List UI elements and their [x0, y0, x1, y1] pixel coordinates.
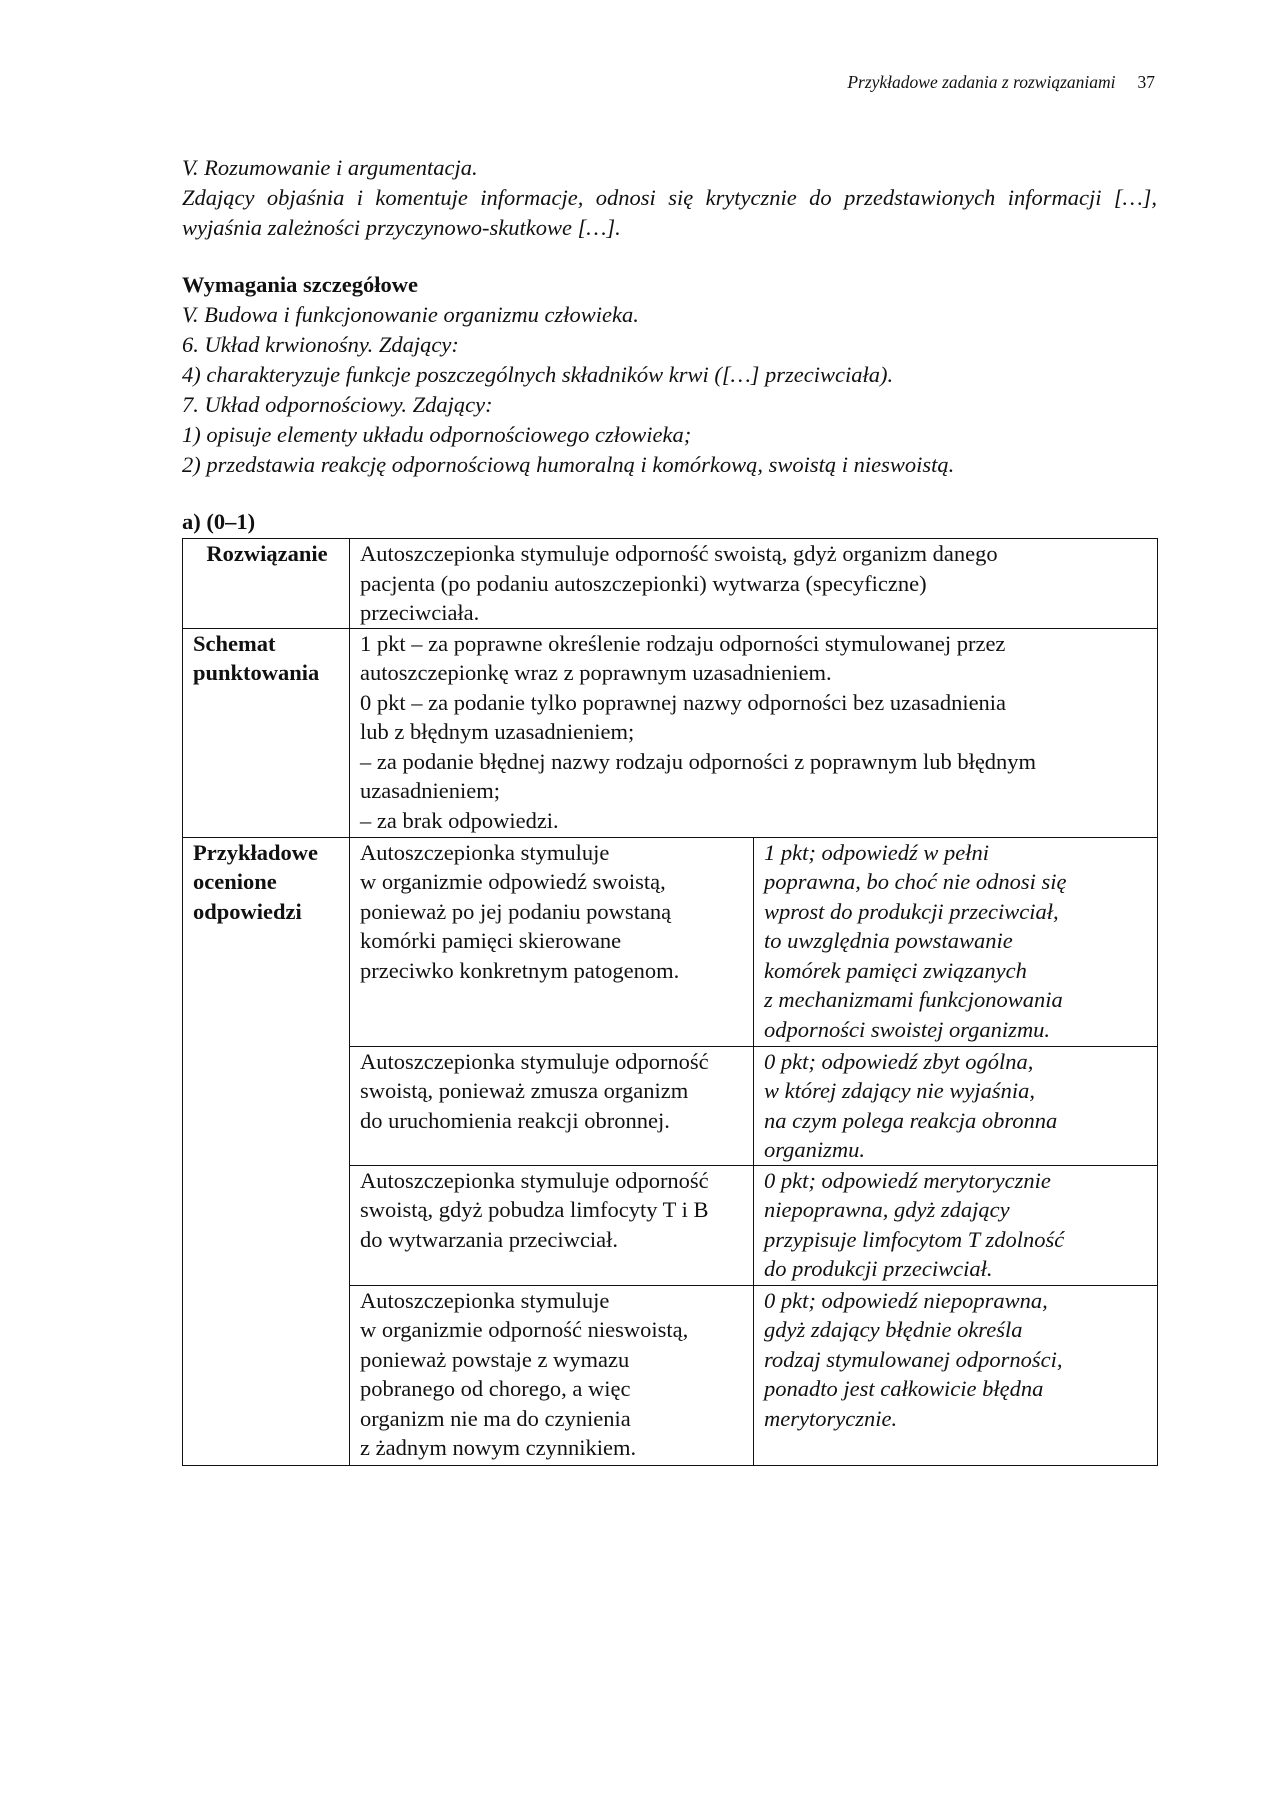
- comment-line: 0 pkt; odpowiedź zbyt ogólna,: [764, 1048, 1034, 1074]
- text-line: – za podanie błędnej nazwy rodzaju odporności z poprawnym lub błędnym: [360, 748, 1037, 774]
- example-answer: [350, 1285, 754, 1465]
- requirement-line: 2) przedstawia reakcję odpornościową humoralną i komórkową, swoistą i nieswoistą.: [182, 452, 955, 477]
- solution-row: [183, 539, 1158, 629]
- comment-line: organizmu.: [764, 1137, 866, 1162]
- scoring-row: [183, 628, 1158, 837]
- detailed-heading: Wymagania szczegółowe: [182, 272, 418, 297]
- example-answer: [350, 1165, 754, 1285]
- text-line: lub z błędnym uzasadnieniem;: [360, 719, 635, 744]
- requirement-line: 7. Układ odpornościowy. Zdający:: [182, 392, 493, 417]
- answer-line: organizm nie ma do czynienia: [360, 1405, 631, 1431]
- answer-line: swoistą, gdyż pobudza limfocyty T i B: [360, 1197, 709, 1222]
- comment-line: 1 pkt; odpowiedź w pełni: [764, 839, 989, 865]
- requirement-line: V. Budowa i funkcjonowanie organizmu człowieka.: [182, 302, 639, 327]
- detailed-requirements: [182, 270, 1157, 480]
- requirement-line: 4) charakteryzuje funkcje poszczególnych składników krwi ([…] przeciwciała).: [182, 362, 894, 387]
- task-label: a) (0–1): [182, 509, 256, 534]
- answer-line: ponieważ powstaje z wymazu: [360, 1346, 630, 1372]
- comment-line: rodzaj stymulowanej odporności,: [764, 1346, 1063, 1372]
- answer-line: z żadnym nowym czynnikiem.: [360, 1435, 637, 1460]
- answer-line: w organizmie odpowiedź swoistą,: [360, 869, 666, 894]
- answer-line: do uruchomienia reakcji obronnej.: [360, 1107, 670, 1133]
- label-line: odpowiedzi: [193, 898, 302, 924]
- answer-line: komórki pamięci skierowane: [360, 928, 622, 953]
- comment-line: niepoprawna, gdyż zdający: [764, 1197, 1010, 1222]
- example-comment: [754, 1285, 1158, 1465]
- text-line: pacjenta (po podaniu autoszczepionki) wytwarza (specyficzne): [360, 570, 927, 596]
- answer-line: do wytwarzania przeciwciał.: [360, 1226, 618, 1252]
- comment-line: 0 pkt; odpowiedź niepoprawna,: [764, 1287, 1048, 1313]
- general-requirement: [182, 153, 1157, 243]
- comment-line: komórek pamięci związanych: [764, 957, 1027, 983]
- text-line: Autoszczepionka stymuluje odporność swoistą, gdyż organizm danego: [360, 541, 998, 566]
- text-line: – za brak odpowiedzi.: [360, 807, 559, 833]
- example-comment: [754, 1046, 1158, 1165]
- answer-line: przeciwko konkretnym patogenom.: [360, 957, 680, 983]
- answer-line: Autoszczepionka stymuluje: [360, 1287, 610, 1313]
- text-line: przeciwciała.: [360, 600, 480, 625]
- comment-line: na czym polega reakcja obronna: [764, 1107, 1058, 1133]
- answer-line: swoistą, ponieważ zmusza organizm: [360, 1078, 689, 1103]
- general-heading: V. Rozumowanie i argumentacja.: [182, 155, 478, 180]
- comment-line: w której zdający nie wyjaśnia,: [764, 1078, 1035, 1103]
- comment-line: do produkcji przeciwciał.: [764, 1256, 993, 1281]
- text-line: autoszczepionkę wraz z poprawnym uzasadnieniem.: [360, 660, 832, 685]
- comment-line: to uwzględnia powstawanie: [764, 928, 1013, 953]
- answer-line: Autoszczepionka stymuluje: [360, 839, 610, 865]
- requirement-line: 1) opisuje elementy układu odpornościowego człowieka;: [182, 422, 692, 447]
- text-line: 0 pkt – za podanie tylko poprawnej nazwy odporności bez uzasadnienia: [360, 689, 1007, 715]
- comment-line: poprawna, bo choć nie odnosi się: [764, 869, 1067, 894]
- requirement-line: 6. Układ krwionośny. Zdający:: [182, 332, 459, 357]
- scoring-table: [182, 538, 1158, 1466]
- page-header: [847, 72, 1155, 93]
- general-text: Zdający objaśnia i komentuje informacje, odnosi się krytycznie do przedstawionych informacji […], wyjaśnia zależności przyczynowo-skutkowe […].: [182, 185, 1157, 240]
- label-line: Schemat: [193, 630, 276, 656]
- answer-line: pobranego od chorego, a więc: [360, 1376, 631, 1401]
- page-number: 37: [1137, 72, 1155, 92]
- comment-line: 0 pkt; odpowiedź merytorycznie: [764, 1167, 1051, 1193]
- comment-line: wprost do produkcji przeciwciał,: [764, 898, 1059, 924]
- comment-line: ponadto jest całkowicie błędna: [764, 1376, 1044, 1401]
- comment-line: z mechanizmami funkcjonowania: [764, 987, 1063, 1012]
- text-line: 1 pkt – za poprawne określenie rodzaju odporności stymulowanej przez: [360, 630, 1006, 656]
- example-comment: [754, 1165, 1158, 1285]
- label-line: Przykładowe: [193, 839, 318, 865]
- example-row: [183, 837, 1158, 1046]
- solution-label: Rozwiązanie: [183, 539, 350, 629]
- comment-line: przypisuje limfocytom T zdolność: [764, 1226, 1065, 1252]
- solution-text: [350, 539, 1158, 629]
- header-title: Przykładowe zadania z rozwiązaniami: [847, 72, 1116, 92]
- scoring-text: [350, 628, 1158, 837]
- comment-line: merytorycznie.: [764, 1405, 898, 1431]
- comment-line: gdyż zdający błędnie określa: [764, 1317, 1023, 1342]
- label-line: punktowania: [193, 660, 320, 685]
- example-answer: [350, 1046, 754, 1165]
- answer-line: Autoszczepionka stymuluje odporność: [360, 1167, 709, 1193]
- examples-label: [183, 837, 350, 1465]
- answer-line: w organizmie odporność nieswoistą,: [360, 1317, 689, 1342]
- example-comment: [754, 837, 1158, 1046]
- answer-line: ponieważ po jej podaniu powstaną: [360, 898, 672, 924]
- example-answer: [350, 837, 754, 1046]
- scoring-label: [183, 628, 350, 837]
- answer-line: Autoszczepionka stymuluje odporność: [360, 1048, 709, 1074]
- comment-line: odporności swoistej organizmu.: [764, 1016, 1051, 1042]
- text-line: uzasadnieniem;: [360, 778, 500, 803]
- label-line: ocenione: [193, 869, 277, 894]
